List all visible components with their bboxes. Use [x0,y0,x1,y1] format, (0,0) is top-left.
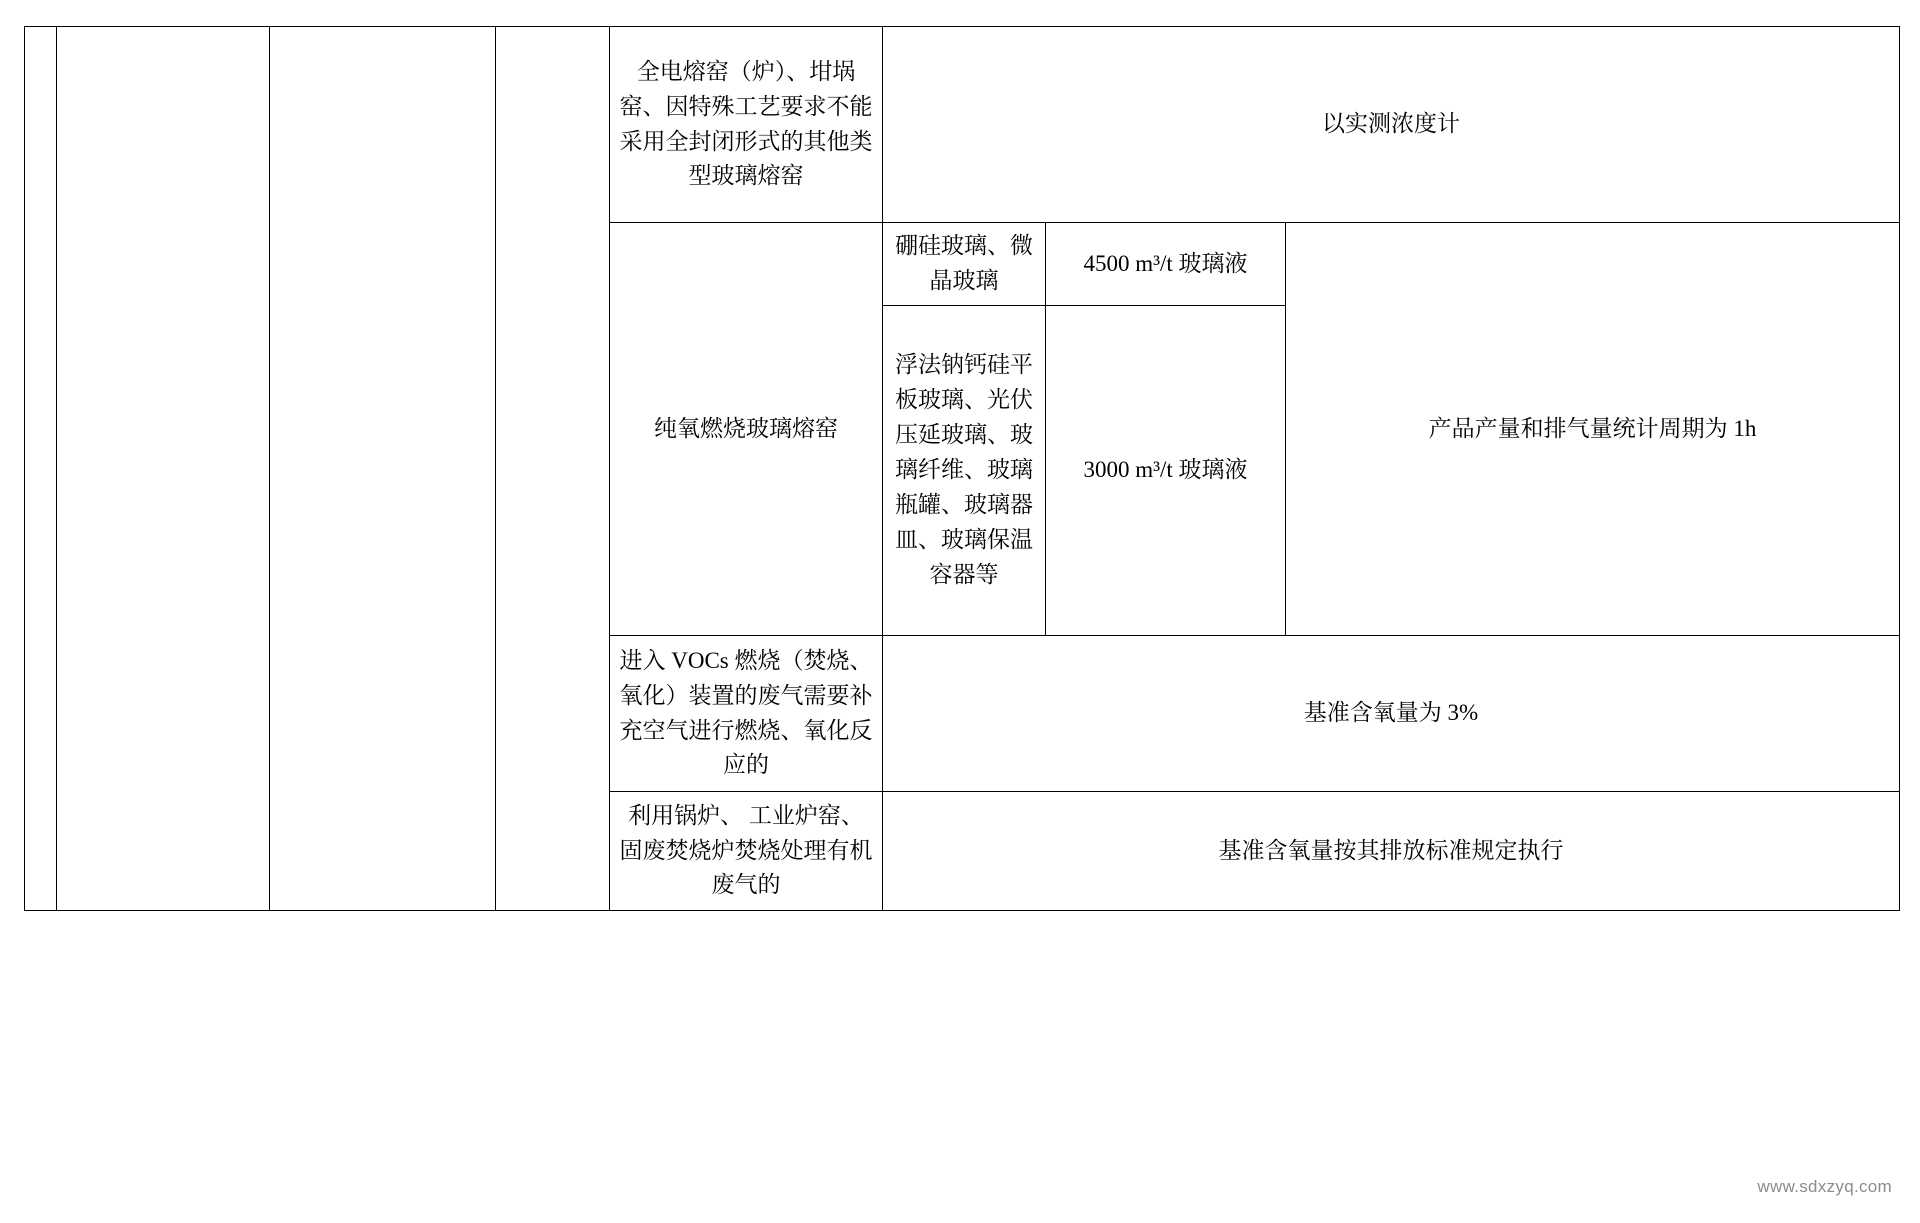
cell-limit-4500: 4500 m³/t 玻璃液 [1046,223,1286,306]
cell-product-float-glass: 浮法钠钙硅平板玻璃、光伏压延玻璃、玻璃纤维、玻璃瓶罐、玻璃器皿、玻璃保温容器等 [883,306,1046,636]
cell-process-oxyfuel: 纯氧燃烧玻璃熔窑 [610,223,883,636]
cell-note-oxygen-3: 基准含氧量为 3% [883,636,1900,792]
cell-col1-blank [25,27,57,911]
cell-note-statistic-period: 产品产量和排气量统计周期为 1h [1286,223,1900,636]
table-row [25,27,1900,223]
cell-process-boiler-incinerator: 利用锅炉、 工业炉窑、固废焚烧炉焚烧处理有机废气的 [610,792,883,911]
cell-limit-3000: 3000 m³/t 玻璃液 [1046,306,1286,636]
footer-website-url: www.sdxzyq.com [1757,1177,1892,1196]
cell-product-borosilicate: 硼硅玻璃、微晶玻璃 [883,223,1046,306]
cell-note-measured-concentration: 以实测浓度计 [883,27,1900,223]
cell-col3-blank [270,27,496,911]
cell-note-oxygen-standard: 基准含氧量按其排放标准规定执行 [883,792,1900,911]
cell-col4-blank [496,27,610,911]
cell-process-full-electric: 全电熔窑（炉）、坩埚窑、因特殊工艺要求不能采用全封闭形式的其他类型玻璃熔窑 [610,27,883,223]
cell-process-vocs-combustion: 进入 VOCs 燃烧（焚烧、氧化）装置的废气需要补充空气进行燃烧、氧化反应的 [610,636,883,792]
emission-standard-table [24,26,1900,911]
cell-col2-blank [57,27,270,911]
